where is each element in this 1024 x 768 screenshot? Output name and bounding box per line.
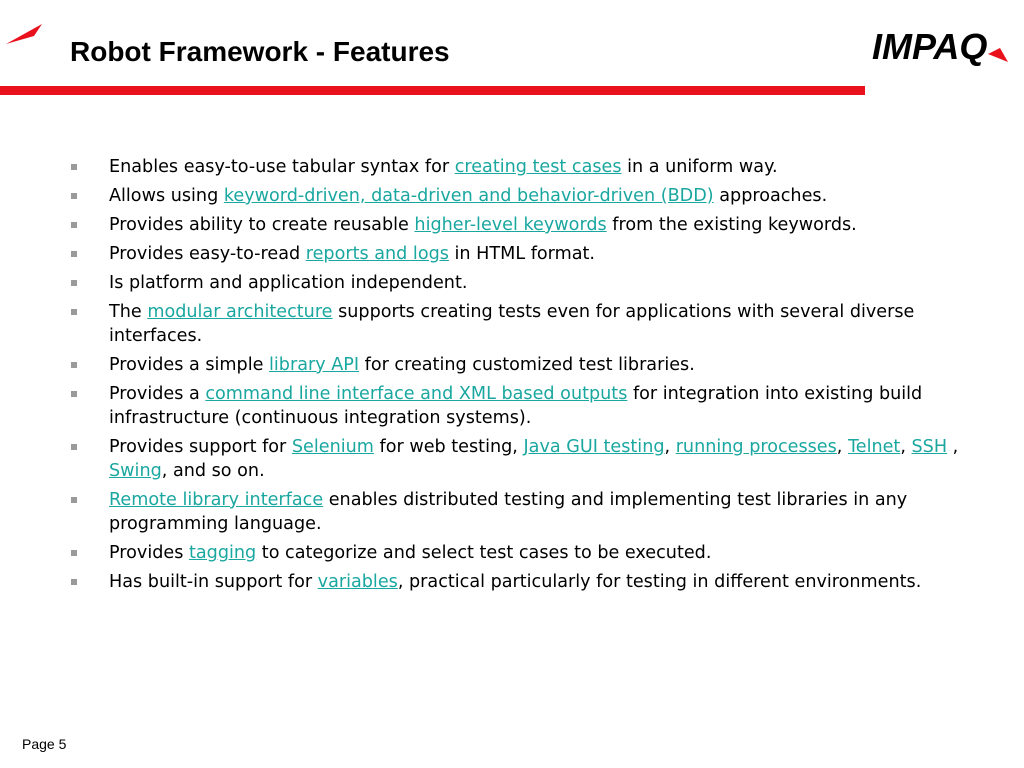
- feature-link[interactable]: Java GUI testing: [523, 437, 665, 457]
- logo-text: IMPAQ: [872, 26, 988, 66]
- list-item: [70, 242, 990, 266]
- square-bullet-icon: [71, 497, 77, 503]
- square-bullet-icon: [71, 550, 77, 556]
- feature-link[interactable]: SSH: [911, 437, 948, 457]
- feature-text: for web testing,: [373, 437, 524, 457]
- feature-text: Provides a simple: [109, 355, 270, 375]
- feature-text: for creating customized test libraries.: [359, 355, 695, 375]
- feature-link[interactable]: variables: [317, 572, 398, 592]
- feature-text: Provides ability to create reusable: [109, 215, 415, 235]
- feature-text: ,: [947, 437, 959, 457]
- page-number: Page 5: [22, 736, 67, 752]
- feature-link[interactable]: Telnet: [847, 437, 901, 457]
- square-bullet-icon: [71, 391, 77, 397]
- feature-text: approaches.: [713, 186, 828, 206]
- feature-text: Provides support for: [109, 437, 292, 457]
- corner-arrow-icon: [4, 22, 44, 46]
- list-item: [70, 382, 990, 430]
- list-item: [70, 271, 990, 295]
- list-item: [70, 541, 990, 565]
- feature-link[interactable]: command line interface and XML based outputs: [205, 384, 628, 404]
- feature-text: ,: [900, 437, 912, 457]
- square-bullet-icon: [71, 309, 77, 315]
- feature-link[interactable]: Swing: [109, 461, 162, 481]
- feature-link[interactable]: Selenium: [291, 437, 374, 457]
- feature-link[interactable]: keyword-driven, data-driven and behavior-driven (BDD): [223, 186, 714, 206]
- feature-text: to categorize and select test cases to be executed.: [256, 543, 712, 563]
- feature-text: enables distributed testing and implementing test libraries in any programming language.: [109, 490, 908, 534]
- square-bullet-icon: [71, 280, 77, 286]
- list-item: [70, 213, 990, 237]
- list-item: [70, 570, 990, 594]
- feature-text: Allows using: [109, 186, 224, 206]
- feature-text: supports creating tests even for applications with several diverse interfaces.: [109, 302, 915, 346]
- feature-text: Is platform and application independent.: [109, 273, 468, 293]
- square-bullet-icon: [71, 444, 77, 450]
- impaq-logo: [870, 26, 1010, 66]
- feature-text: Provides a: [109, 384, 206, 404]
- list-item: [70, 435, 990, 483]
- square-bullet-icon: [71, 362, 77, 368]
- feature-link[interactable]: creating test cases: [454, 157, 622, 177]
- feature-text: for integration into existing build infrastructure (continuous integration systems).: [109, 384, 923, 428]
- square-bullet-icon: [71, 222, 77, 228]
- header-divider: [0, 86, 865, 95]
- feature-text: Has built-in support for: [109, 572, 318, 592]
- feature-link[interactable]: modular architecture: [147, 302, 333, 322]
- logo-swoosh-icon: [988, 48, 1008, 62]
- list-item: [70, 488, 990, 536]
- square-bullet-icon: [71, 164, 77, 170]
- feature-list: [70, 155, 990, 599]
- list-item: [70, 353, 990, 377]
- feature-text: in a uniform way.: [621, 157, 778, 177]
- slide-title: Robot Framework - Features: [70, 36, 450, 67]
- feature-text: , and so on.: [161, 461, 265, 481]
- feature-link[interactable]: Remote library interface: [109, 490, 324, 510]
- feature-text: ,: [836, 437, 848, 457]
- list-item: [70, 300, 990, 348]
- feature-text: Provides: [109, 543, 189, 563]
- square-bullet-icon: [71, 579, 77, 585]
- square-bullet-icon: [71, 193, 77, 199]
- feature-link[interactable]: tagging: [188, 543, 257, 563]
- feature-link[interactable]: running processes: [675, 437, 837, 457]
- feature-text: Provides easy-to-read: [109, 244, 306, 264]
- feature-text: The: [109, 302, 148, 322]
- list-item: [70, 184, 990, 208]
- feature-link[interactable]: reports and logs: [305, 244, 449, 264]
- feature-text: Enables easy-to-use tabular syntax for: [109, 157, 455, 177]
- feature-text: , practical particularly for testing in different environments.: [397, 572, 922, 592]
- feature-link[interactable]: library API: [269, 355, 360, 375]
- feature-text: ,: [664, 437, 676, 457]
- feature-text: in HTML format.: [448, 244, 596, 264]
- feature-link[interactable]: higher-level keywords: [414, 215, 607, 235]
- list-item: [70, 155, 990, 179]
- square-bullet-icon: [71, 251, 77, 257]
- feature-text: from the existing keywords.: [606, 215, 857, 235]
